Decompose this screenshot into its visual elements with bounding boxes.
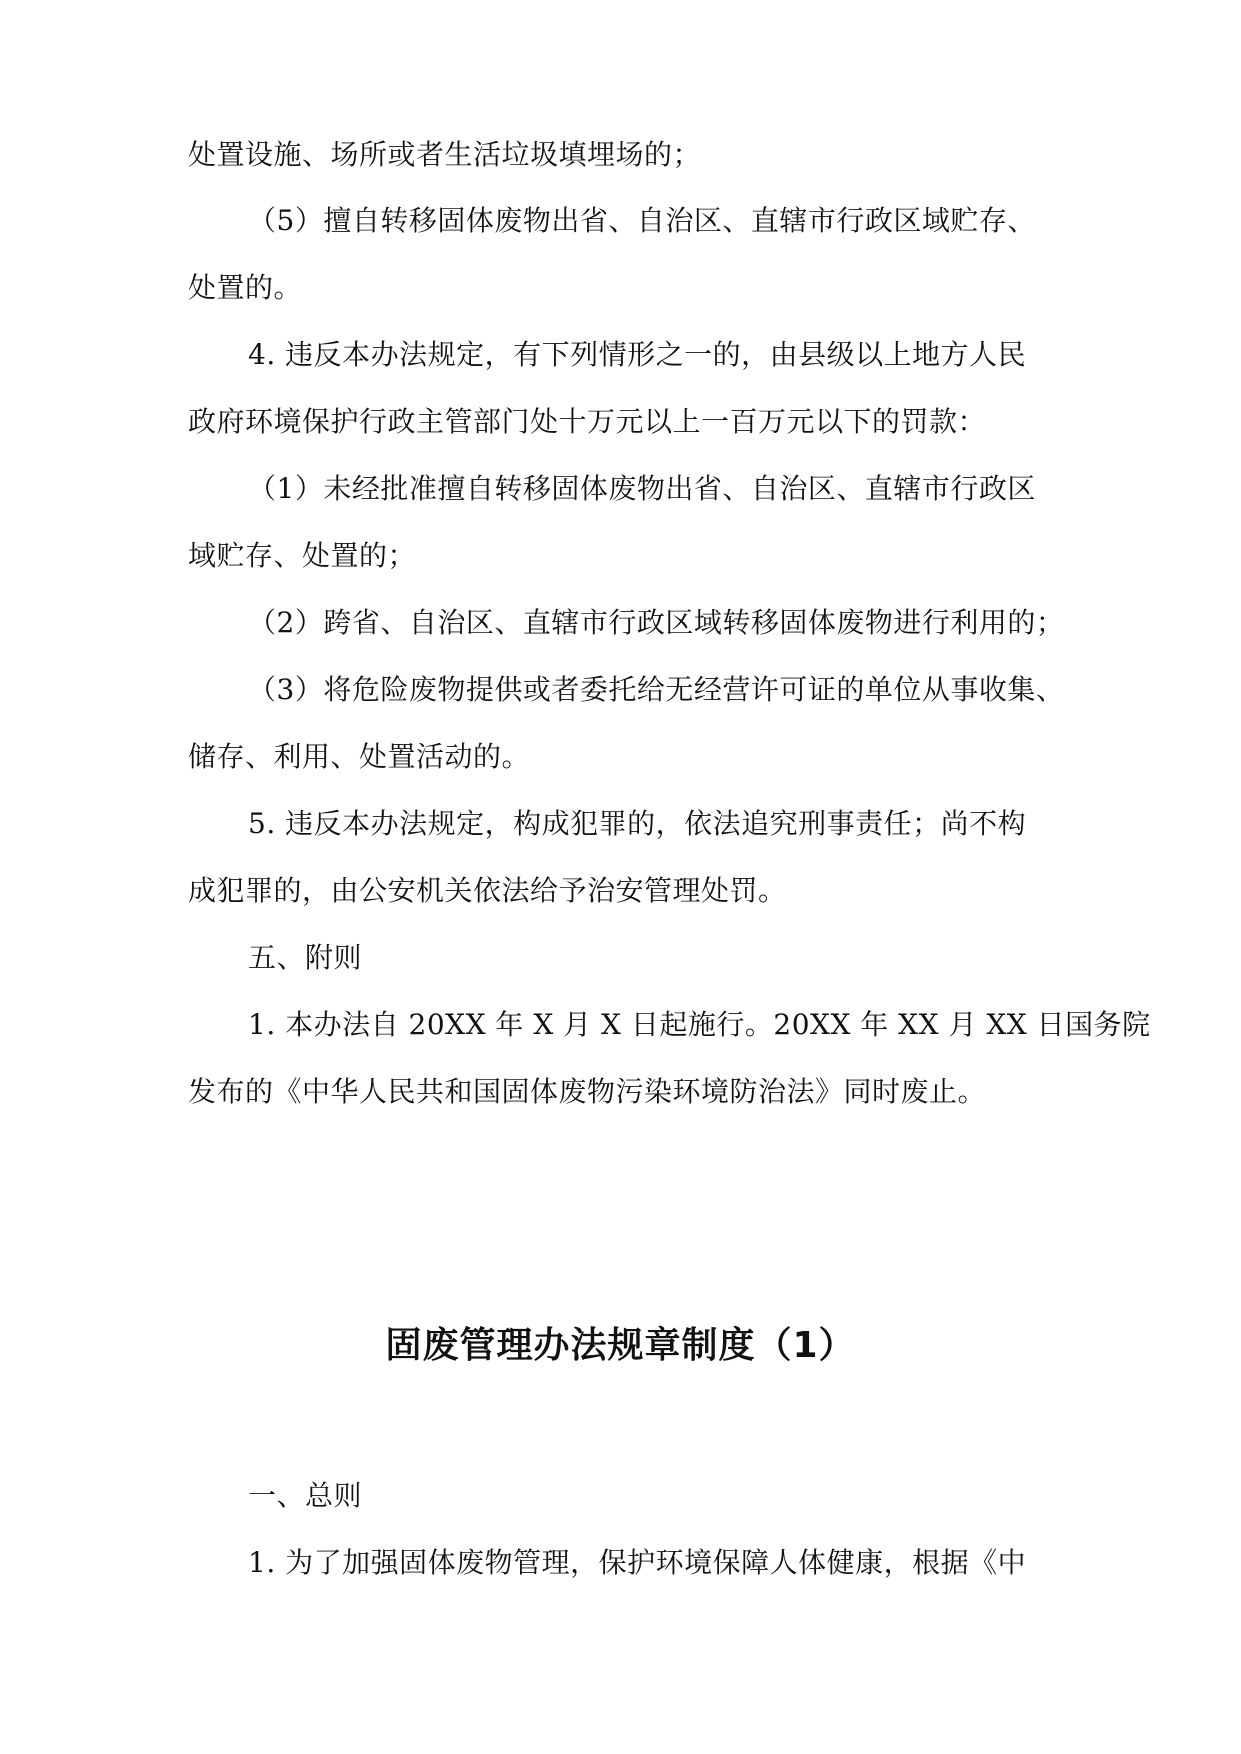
text-line: 4. 违反本办法规定，有下列情形之一的，由县级以上地方人民 (248, 338, 1027, 371)
text-line: 处置的。 (188, 271, 303, 304)
text-line: 发布的《中华人民共和国固体废物污染环境防治法》同时废止。 (188, 1075, 987, 1108)
page-title: 固废管理办法规章制度（1） (385, 1325, 856, 1366)
text-line: （3）将危险废物提供或者委托给无经营许可证的单位从事收集、 (248, 673, 1065, 706)
text-line: （2）跨省、自治区、直辖市行政区域转移固体废物进行利用的； (248, 606, 1065, 639)
section-heading: 五、附则 (248, 941, 363, 974)
text-line: （5）擅自转移固体废物出省、自治区、直辖市行政区域贮存、 (248, 204, 1036, 237)
text-line: 域贮存、处置的； (188, 539, 417, 572)
text-line: 1. 本办法自 20XX 年 X 月 X 日起施行。20XX 年 XX 月 XX 日国务院 (248, 1008, 1151, 1041)
text-line: 政府环境保护行政主管部门处十万元以上一百万元以下的罚款： (188, 405, 987, 438)
text-line: 储存、利用、处置活动的。 (188, 740, 531, 773)
text-line: 1. 为了加强固体废物管理，保护环境保障人体健康，根据《中 (248, 1546, 1027, 1579)
text-line: （1）未经批准擅自转移固体废物出省、自治区、直辖市行政区 (248, 472, 1036, 505)
text-line: 5. 违反本办法规定，构成犯罪的，依法追究刑事责任；尚不构 (248, 807, 1027, 840)
text-line: 成犯罪的，由公安机关依法给予治安管理处罚。 (188, 874, 787, 907)
section-heading: 一、总则 (248, 1479, 363, 1512)
text-line: 处置设施、场所或者生活垃圾填埋场的； (188, 138, 702, 171)
